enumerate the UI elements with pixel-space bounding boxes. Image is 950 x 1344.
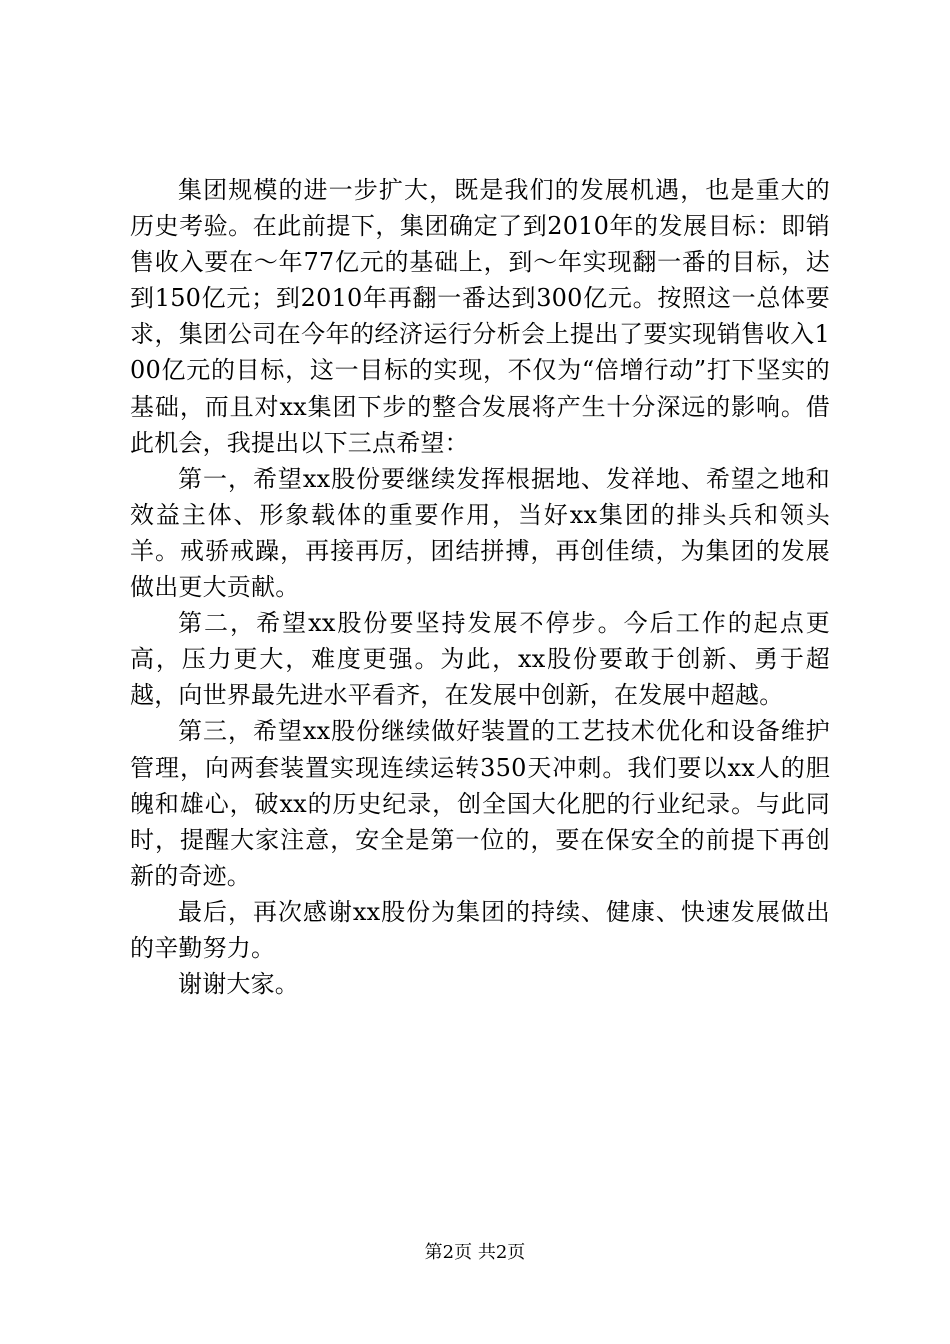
page-number-footer: 第2页 共2页 <box>424 1242 526 1263</box>
paragraph-hope-second: 第二，希望xx股份要坚持发展不停步。今后工作的起点更高，压力更大，难度更强。为此，xx股份要敢于创新、勇于超越，向世界最先进水平看齐，在发展中创新，在发展中超越。 <box>130 609 830 710</box>
paragraph-closing-thanks: 最后，再次感谢xx股份为集团的持续、健康、快速发展做出的辛勤努力。 <box>130 897 830 962</box>
document-body <box>130 172 830 1002</box>
paragraph-thank-you: 谢谢大家。 <box>178 970 299 999</box>
paragraph-hope-first: 第一，希望xx股份要继续发挥根据地、发祥地、希望之地和效益主体、形象载体的重要作用，当好xx集团的排头兵和领头羊。戒骄戒躁，再接再厉，团结拼搏，再创佳绩，为集团的发展做出更大贡献。 <box>130 464 830 602</box>
paragraph-scale-expansion: 集团规模的进一步扩大，既是我们的发展机遇，也是重大的历史考验。在此前提下，集团确定了到2010年的发展目标：即销售收入要在～年77亿元的基础上，到～年实现翻一番的目标，达到150亿元；到2010年再翻一番达到300亿元。按照这一总体要求，集团公司在今年的经济运行分析会上提出了要实现销售收入100亿元的目标，这一目标的实现，不仅为“倍增行动”打下坚实的基础，而且对xx集团下步的整合发展将产生十分深远的影响。借此机会，我提出以下三点希望： <box>130 176 830 457</box>
paragraph-hope-third: 第三，希望xx股份继续做好装置的工艺技术优化和设备维护管理，向两套装置实现连续运转350天冲刺。我们要以xx人的胆魄和雄心，破xx的历史纪录，创全国大化肥的行业纪录。与此同时，提醒大家注意，安全是第一位的，要在保安全的前提下再创新的奇迹。 <box>130 717 830 890</box>
